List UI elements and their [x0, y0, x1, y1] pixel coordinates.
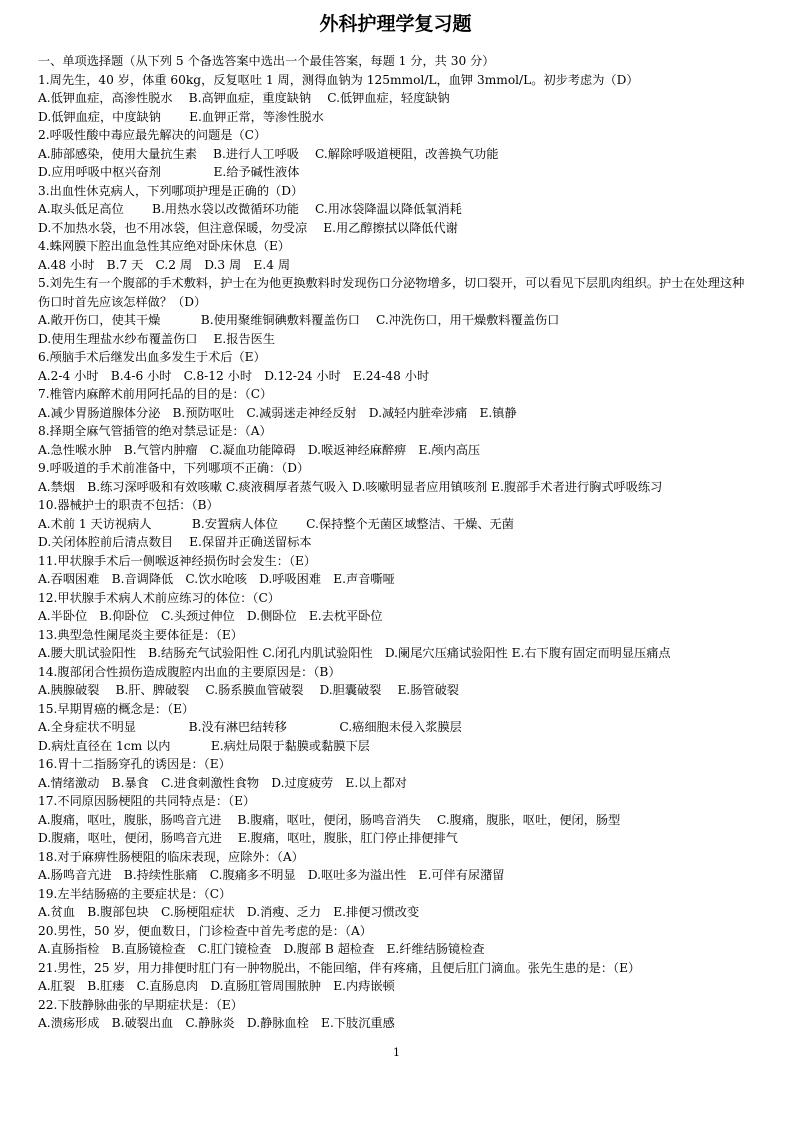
question-stem: 6.颅脑手术后继发出血多发生于术后（E） [38, 350, 266, 364]
question-options: A.胰腺破裂 B.肝、脾破裂 C.肠系膜血管破裂 D.胆囊破裂 E.肠管破裂 [38, 683, 459, 697]
question-options: A.吞咽困难 B.音调降低 C.饮水呛咳 D.呼吸困难 E.声音嘶哑 [38, 572, 395, 586]
question-item [38, 626, 753, 663]
section-header: 一、单项选择题（从下列 5 个备选答案中选出一个最佳答案，每题 1 分，共 30 分） [38, 54, 495, 68]
question-stem: 13.典型急性阑尾炎主要体征是：（E） [38, 627, 243, 642]
question-stem: 21.男性，25 岁，用力排便时肛门有一肿物脱出，不能回缩，伴有疼痛，且便后肛门滴血。张先生患的是：（E） [38, 960, 641, 975]
question-options: A.溃疡形成 B.破裂出血 C.静脉炎 D.静脉血栓 E.下肢沉重感 [38, 1016, 395, 1030]
question-options: D.关闭体腔前后清点数目 E.保留并正确送留标本 [38, 535, 312, 549]
question-item [38, 663, 753, 700]
question-options: A.禁烟 B.练习深呼吸和有效咳嗽 C.痰液稠厚者蒸气吸入 D.咳嗽明显者应用镇咳剂 E.腹部手术者进行胸式呼吸练习 [38, 479, 663, 494]
question-options: A.肺部感染，使用大量抗生素 B.进行人工呼吸 C.解除呼吸道梗阻，改善换气功能 [38, 146, 499, 161]
question-options: A.情绪激动 B.暴食 C.进食刺激性食物 D.过度疲劳 E.以上都对 [38, 775, 407, 790]
question-item [38, 922, 753, 959]
question-options: D.病灶直径在 1cm 以内 E.病灶局限于黏膜或黏膜下层 [38, 738, 370, 753]
question-options: A.肛裂 B.肛瘘 C.直肠息肉 D.直肠肛管周围脓肿 E.内痔嵌顿 [38, 979, 395, 993]
question-stem: 10.器械护士的职责不包括：（B） [38, 498, 219, 512]
question-options: A.腹痛，呕吐，腹胀，肠鸣音亢进 B.腹痛，呕吐，便闭，肠鸣音消失 C.腹痛，腹胀，呕吐，便闭，肠型 [38, 812, 621, 827]
question-options: A.减少胃肠道腺体分泌 B.预防呕吐 C.减弱迷走神经反射 D.减轻内脏牵涉痛 E.镇静 [38, 405, 517, 420]
question-item [38, 792, 753, 848]
question-options: A.2-4 小时 B.4-6 小时 C.8-12 小时 D.12-24 小时 E.24-48 小时 [38, 368, 430, 383]
question-options: A.肠鸣音亢进 B.持续性胀痛 C.腹痛多不明显 D.呕吐多为溢出性 E.可伴有尿潴留 [38, 868, 505, 882]
question-options: A.半卧位 B.仰卧位 C.头颈过伸位 D.侧卧位 E.去枕平卧位 [38, 609, 383, 623]
question-options: D.腹痛，呕吐，便闭，肠鸣音亢进 E.腹痛，呕吐，腹胀，肛门停止排便排气 [38, 831, 458, 845]
question-stem: 8.择期全麻气管插管的绝对禁忌证是：（A） [38, 424, 272, 438]
question-options: D.使用生理盐水纱布覆盖伤口 E.报告医生 [38, 331, 276, 346]
question-options: A.敞开伤口，使其干燥 B.使用聚维铜碘敷料覆盖伤口 C.冲洗伤口，用干燥敷料覆盖伤口 [38, 313, 560, 327]
question-options: A.低钾血症，高渗性脱水 B.高钾血症，重度缺钠 C.低钾血症，轻度缺钠 [38, 91, 450, 105]
question-item [38, 996, 753, 1033]
question-item [38, 885, 753, 922]
question-stem: 4.蛛网膜下腔出血急性其应绝对卧床休息（E） [38, 239, 291, 253]
question-list [38, 52, 753, 1033]
question-options: D.低钾血症，中度缺钠 E.血钾正常，等渗性脱水 [38, 109, 324, 124]
question-item [38, 552, 753, 589]
question-stem: 14.腹部闭合性损伤造成腹腔内出血的主要原因是：（B） [38, 664, 341, 679]
document-title: 外科护理学复习题 [319, 13, 472, 35]
question-item [38, 385, 753, 422]
question-item [38, 71, 753, 127]
question-item [38, 422, 753, 459]
question-options: A.术前 1 天访视病人 B.安置病人体位 C.保持整个无菌区域整洁、干燥、无菌 [38, 516, 514, 531]
question-item [38, 459, 753, 496]
question-options: A.急性喉水肿 B.气管内肿瘤 C.凝血功能障碍 D.喉返神经麻醉痹 E.颅内高压 [38, 442, 481, 457]
question-stem: 17.不同原因肠梗阻的共同特点是：（E） [38, 794, 256, 808]
question-item [38, 755, 753, 792]
question-options: A.取头低足高位 B.用热水袋以改微循环功能 C.用冰袋降温以降低氧消耗 [38, 202, 462, 216]
question-options: A.全身症状不明显 B.没有淋巴结转移 C.癌细胞未侵入浆膜层 [38, 720, 462, 734]
question-item [38, 182, 753, 238]
question-options: D.不加热水袋，也不用冰袋，但注意保暖，勿受凉 E.用乙醇擦拭以降低代谢 [38, 220, 458, 235]
question-options: A.48 小时 B.7 天 C.2 周 D.3 周 E.4 周 [38, 257, 291, 272]
question-stem: 2.呼吸性酸中毒应最先解决的问题是（C） [38, 128, 267, 142]
questions-container [38, 71, 753, 1033]
question-options: A.直肠指检 B.直肠镜检查 C.肛门镜检查 D.腹部 B 超检查 E.纤维结肠镜检查 [38, 942, 485, 956]
question-stem: 5.刘先生有一个腹部的手术敷料，护士在为他更换敷料时发现伤口分泌物增多，切口裂开，可以看见下层肌肉组织。护士在处理这种伤口时首先应该怎样做？（D） [38, 276, 745, 309]
question-item [38, 348, 753, 385]
question-stem: 20.男性，50 岁，便血数日，门诊检查中首先考虑的是：（A） [38, 923, 372, 938]
question-options: D.应用呼吸中枢兴奋剂 E.给予碱性液体 [38, 165, 300, 179]
question-stem: 22.下肢静脉曲张的早期症状是：（E） [38, 997, 243, 1012]
question-item [38, 589, 753, 626]
question-stem: 12.甲状腺手术病人术前应练习的体位：（C） [38, 590, 280, 605]
question-stem: 15.早期胃癌的概念是：（E） [38, 701, 195, 716]
question-stem: 19.左半结肠癌的主要症状是：（C） [38, 886, 232, 901]
question-item [38, 959, 753, 996]
question-stem: 3.出血性休克病人，下列哪项护理是正确的（D） [38, 183, 304, 198]
question-stem: 18.对于麻痹性肠梗阻的临床表现，应除外：（A） [38, 849, 304, 864]
question-stem: 1.周先生，40 岁，体重 60kg，反复呕吐 1 周，测得血钠为 125mmol/L，血钾 3mmol/L。初步考虑为（D） [38, 72, 639, 87]
question-item [38, 496, 753, 552]
question-item [38, 126, 753, 182]
question-stem: 11.甲状腺手术后一侧喉返神经损伤时会发生：（E） [38, 553, 317, 568]
question-item [38, 700, 753, 756]
question-options: A.腰大肌试验阳性 B.结肠充气试验阳性 C.闭孔内肌试验阳性 D.阑尾穴压痛试验阳性 E.右下腹有固定而明显压痛点 [38, 646, 671, 660]
question-stem: 9.呼吸道的手术前准备中，下列哪项不正确：（D） [38, 461, 310, 475]
question-item [38, 274, 753, 348]
page-number: 1 [393, 1046, 400, 1059]
question-options: A.贫血 B.腹部包块 C.肠梗阻症状 D.消瘦、乏力 E.排便习惯改变 [38, 905, 420, 919]
question-stem: 16.胃十二指肠穿孔的诱因是：（E） [38, 757, 231, 771]
question-item [38, 237, 753, 274]
question-item [38, 848, 753, 885]
question-stem: 7.椎管内麻醉术前用阿托品的目的是：（C） [38, 387, 273, 401]
